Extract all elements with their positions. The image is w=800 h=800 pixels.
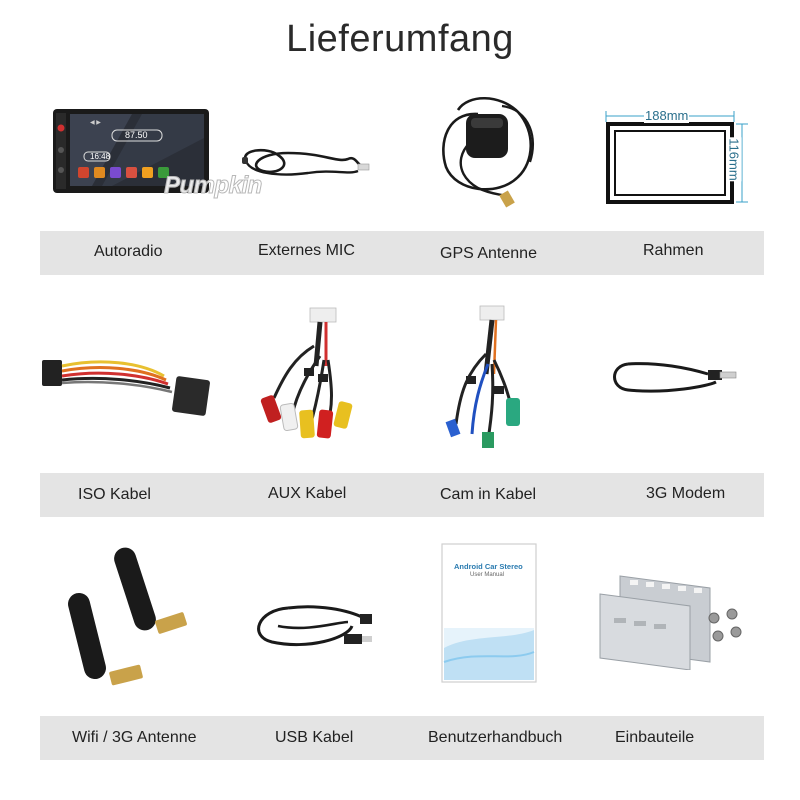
3g-modem-image	[608, 356, 740, 398]
svg-text:◀ ▶: ◀ ▶	[90, 120, 101, 126]
iso-kabel-image	[40, 352, 212, 418]
rahmen-image	[600, 108, 764, 206]
rahmen-width-label: 188mm	[645, 108, 689, 123]
externes-mic-image	[238, 145, 373, 185]
label-aux-kabel: AUX Kabel	[268, 485, 347, 502]
usb-kabel-image	[248, 596, 380, 652]
aux-kabel-image	[254, 306, 360, 446]
manual-title: Android Car Stereo	[454, 562, 523, 571]
watermark-logo: Pumpkin	[164, 172, 262, 199]
benutzerhandbuch-image	[440, 542, 540, 684]
label-externes-mic: Externes MIC	[258, 242, 355, 259]
label-iso-kabel: ISO Kabel	[78, 486, 151, 503]
gps-antenne-image	[438, 92, 544, 210]
label-rahmen: Rahmen	[643, 242, 704, 259]
wifi-3g-antenne-image	[66, 546, 196, 692]
radio-time: 16:48	[90, 152, 111, 161]
manual-subtitle: User Manual	[470, 572, 505, 578]
label-benutzerhandbuch: Benutzerhandbuch	[428, 729, 563, 746]
label-usb-kabel: USB Kabel	[275, 729, 354, 746]
label-3g-modem: 3G Modem	[646, 485, 726, 502]
cam-in-kabel-image	[436, 304, 536, 452]
label-cam-in-kabel: Cam in Kabel	[440, 486, 537, 503]
rahmen-height-label: 116mm	[726, 138, 742, 181]
einbauteile-image	[590, 566, 750, 670]
radio-frequency: 87.50	[125, 130, 148, 140]
label-gps-antenne: GPS Antenne	[440, 245, 537, 262]
page-title: Lieferumfang	[286, 18, 514, 60]
label-einbauteile: Einbauteile	[615, 729, 695, 746]
label-autoradio: Autoradio	[94, 243, 163, 260]
label-wifi-3g-antenne: Wifi / 3G Antenne	[72, 729, 197, 746]
